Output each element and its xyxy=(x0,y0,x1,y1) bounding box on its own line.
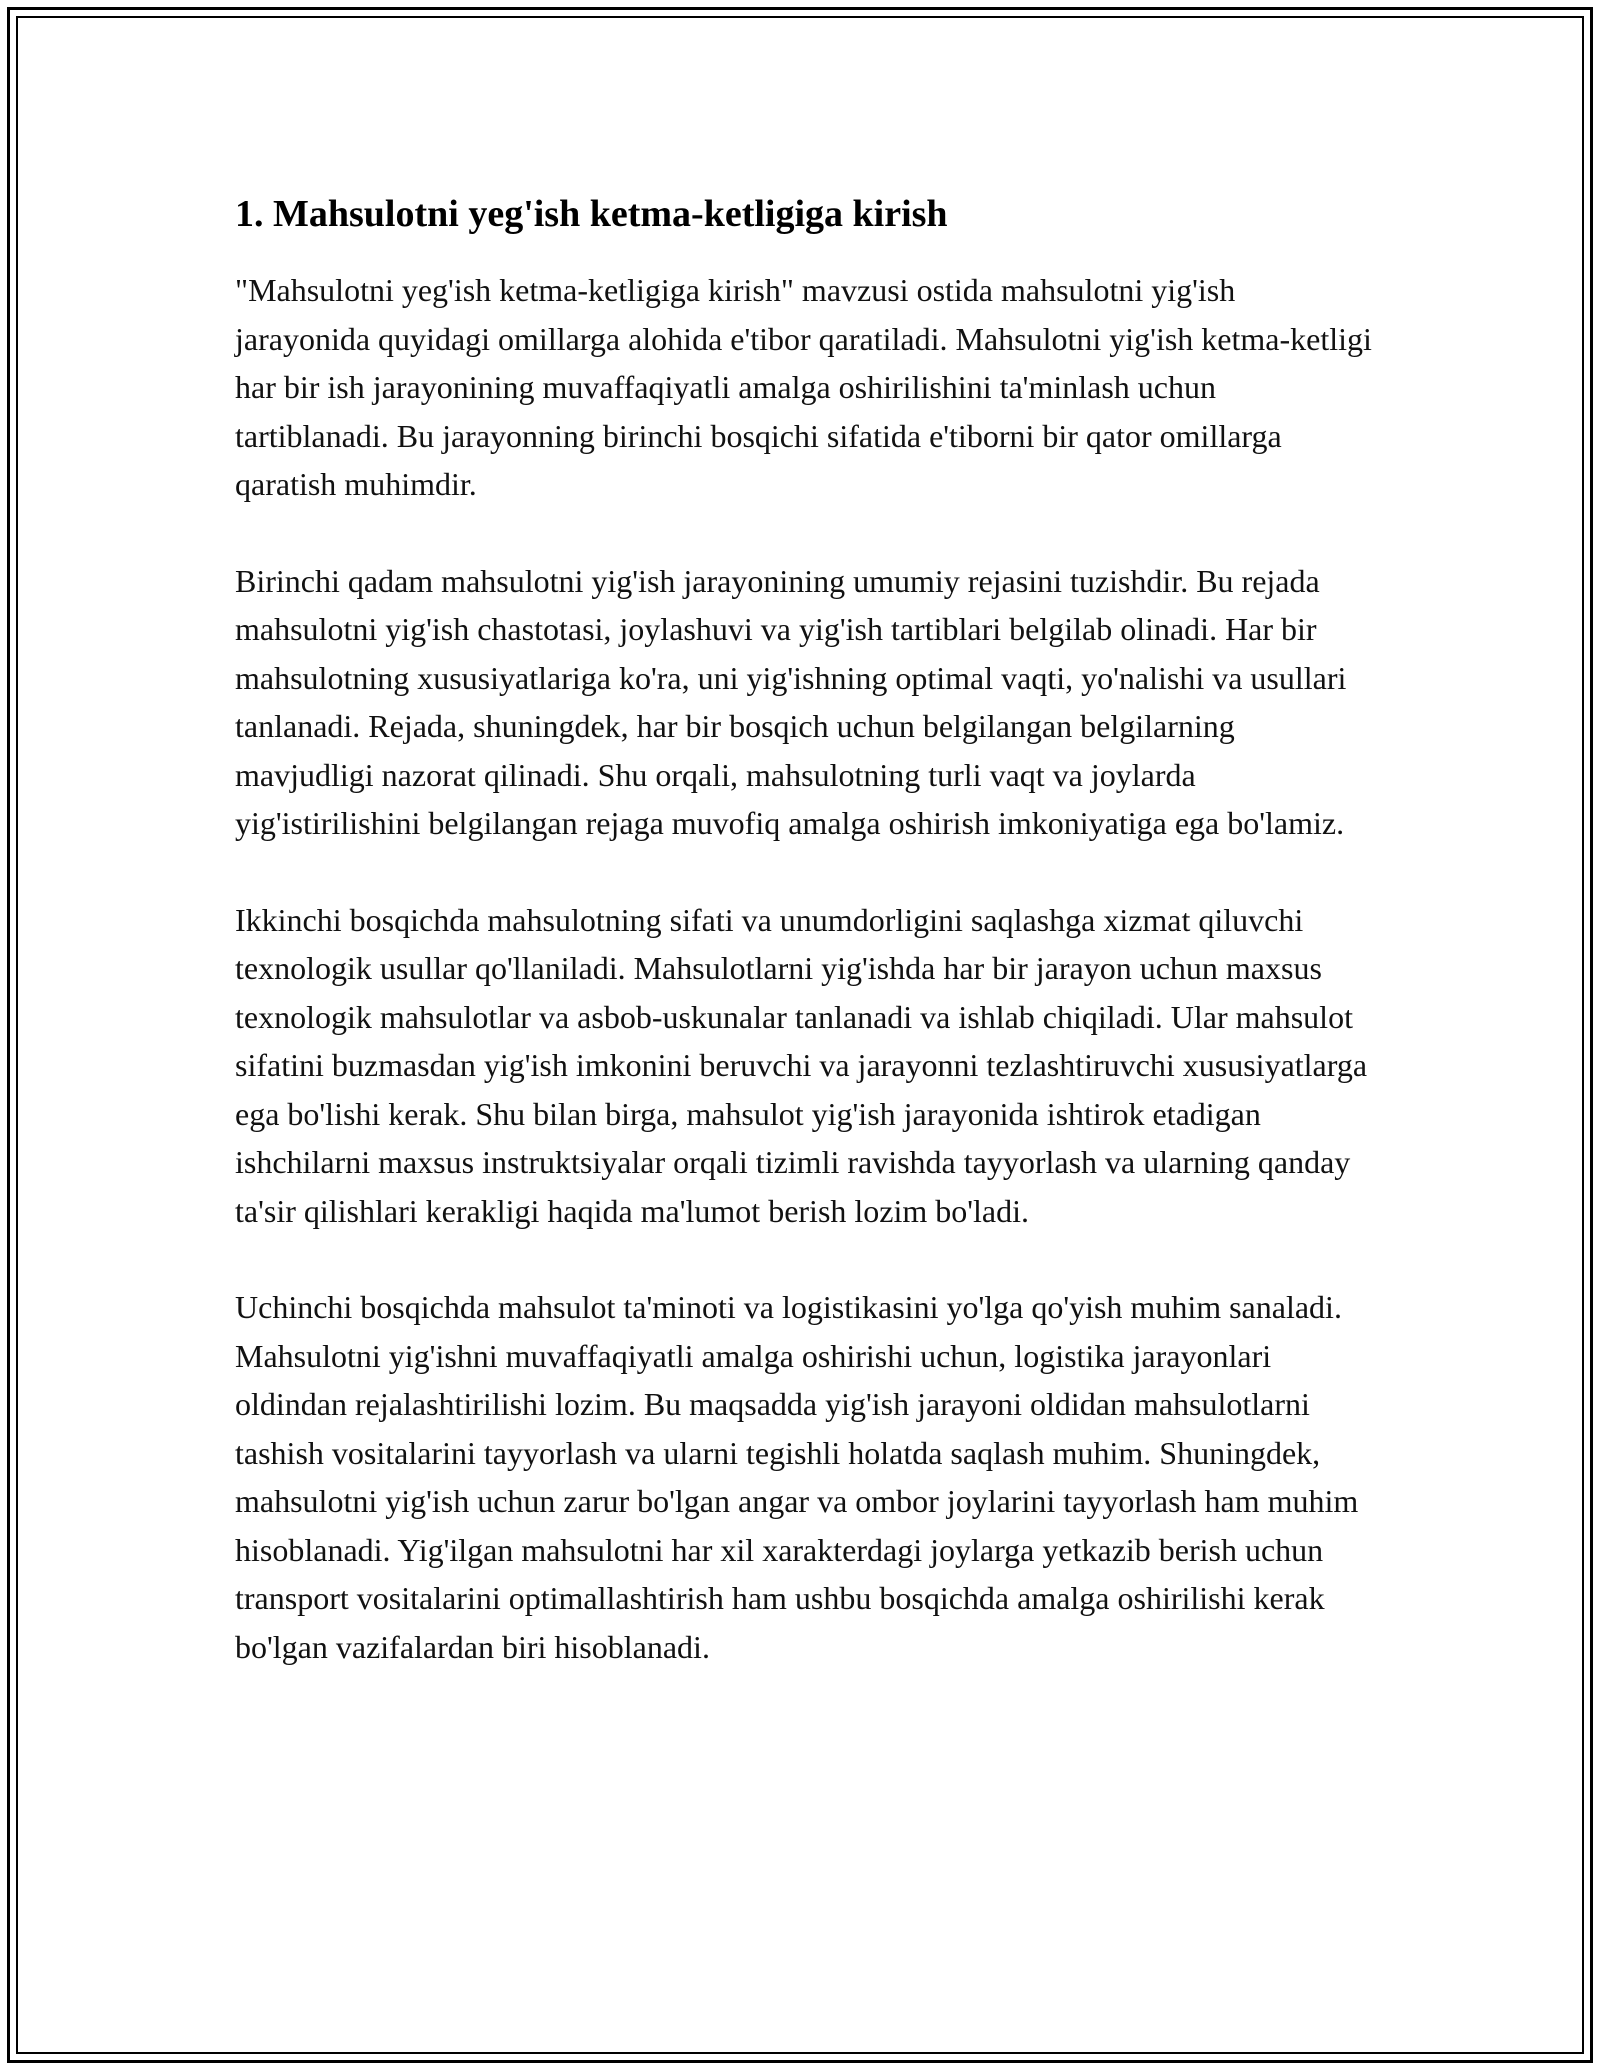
paragraph-first-step: Birinchi qadam mahsulotni yig'ish jarayonining umumiy rejasini tuzishdir. Bu rejada mahsulotni yig'ish chastotasi, joylashuvi va yig'ish tartiblari belgilab olinadi. Har bir mahsulotning xususiyatlariga ko'ra, uni yig'ishning optimal vaqti, yo'nalishi va usullari tanlanadi. Rejada, shuningdek, har bir bosqich uchun belgilangan belgilarning mavjudligi nazorat qilinadi. Shu orqali, mahsulotning turli vaqt va joylarda yig'istirilishini belgilangan rejaga muvofiq amalga oshirish imkoniyatiga ega bo'lamiz. xyxy=(235,562,1347,841)
paragraph-intro: "Mahsulotni yeg'ish ketma-ketligiga kirish" mavzusi ostida mahsulotni yig'ish jarayonida quyidagi omillarga alohida e'tibor qaratiladi. Mahsulotni yig'ish ketma-ketligi har bir ish jarayonining muvaffaqiyatli amalga oshirilishini ta'minlash uchun tartiblanadi. Bu jarayonning birinchi bosqichi sifatida e'tiborni bir qator omillarga qaratish muhimdir. xyxy=(235,272,1372,502)
paragraph-third-step: Uchinchi bosqichda mahsulot ta'minoti va logistikasini yo'lga qo'yish muhim sanaladi. Mahsulotni yig'ishni muvaffaqiyatli amalga oshirishi uchun, logistika jarayonlari oldindan rejalashtirilishi lozim. Bu maqsadda yig'ish jarayoni oldidan mahsulotlarni tashish vositalarini tayyorlash va ularni tegishli holatda saqlash muhim. Shuningdek, mahsulotni yig'ish uchun zarur bo'lgan angar va ombor joylarini tayyorlash ham muhim hisoblanadi. Yig'ilgan mahsulotni har xil xarakterdagi joylarga yetkazib berish uchun transport vositalarini optimallashtirish ham ushbu bosqichda amalga oshirilishi kerak bo'lgan vazifalardan biri hisoblanadi. xyxy=(235,1289,1359,1665)
section-heading: 1. Mahsulotni yeg'ish ketma-ketligiga kirish xyxy=(235,193,948,235)
document-body xyxy=(235,188,1375,1719)
paragraph-second-step: Ikkinchi bosqichda mahsulotning sifati va unumdorligini saqlashga xizmat qiluvchi texnologik usullar qo'llaniladi. Mahsulotlarni yig'ishda har bir jarayon uchun maxsus texnologik mahsulotlar va asbob-uskunalar tanlanadi va ishlab chiqiladi. Ular mahsulot sifatini buzmasdan yig'ish imkonini beruvchi va jarayonni tezlashtiruvchi xususiyatlarga ega bo'lishi kerak. Shu bilan birga, mahsulot yig'ish jarayonida ishtirok etadigan ishchilarni maxsus instruktsiyalar orqali tizimli ravishda tayyorlash va ularning qanday ta'sir qilishlari kerakligi haqida ma'lumot berish lozim bo'ladi. xyxy=(235,901,1368,1229)
